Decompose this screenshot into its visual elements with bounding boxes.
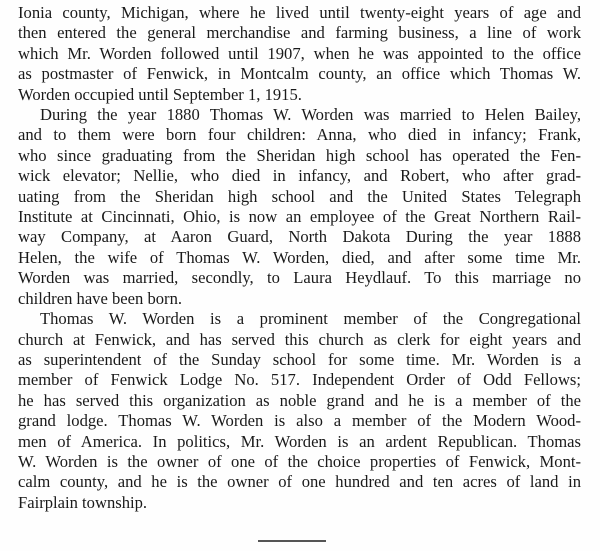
text-line: then entered the general merchandise and farming business, a line of work (18, 23, 581, 43)
text-line: calm county, and he is the owner of one hundred and ten acres of land in (18, 472, 581, 492)
text-line: as superintendent of the Sunday school for some time. Mr. Worden is a (18, 349, 581, 369)
text-line: children have been born. (18, 288, 183, 308)
text-line: he has served this organization as noble grand and he is a member of the (18, 390, 581, 410)
text-line: as postmaster of Fenwick, in Montcalm county, an office which Thomas W. (18, 64, 581, 84)
text-line: church at Fenwick, and has served this church as clerk for eight years and (18, 329, 581, 349)
text-line: wick elevator; Nellie, who died in infancy, and Robert, who after grad- (18, 166, 581, 186)
text-line: way Company, at Aaron Guard, North Dakota During the year 1888 (18, 227, 581, 247)
paragraph-3 (18, 309, 581, 513)
text-line: Worden was married, secondly, to Laura Heydlauf. To this marriage no (18, 268, 581, 288)
text-line: and to them were born four children: Anna, who died in infancy; Frank, (18, 125, 581, 145)
paragraph-1 (18, 3, 581, 105)
text-line: Thomas W. Worden is a prominent member of the Congregational (40, 309, 581, 329)
text-line: uating from the Sheridan high school and the United States Telegraph (18, 186, 581, 206)
text-line: W. Worden is the owner of one of the choice properties of Fenwick, Mont- (18, 451, 581, 471)
text-line: men of America. In politics, Mr. Worden is an ardent Republican. Thomas (18, 431, 581, 451)
text-line: Fairplain township. (18, 492, 148, 512)
paragraph-2 (18, 105, 581, 309)
text-line: During the year 1880 Thomas W. Worden was married to Helen Bailey, (40, 105, 581, 125)
text-line: Ionia county, Michigan, where he lived until twenty-eight years of age and (18, 3, 581, 22)
text-line: Worden occupied until September 1, 1915. (18, 84, 302, 104)
text-line: grand lodge. Thomas W. Worden is also a member of the Modern Wood- (18, 411, 581, 431)
text-line: who since graduating from the Sheridan high school has operated the Fen- (18, 145, 581, 165)
text-line: member of Fenwick Lodge No. 517. Independent Order of Odd Fellows; (18, 370, 581, 390)
text-line: which Mr. Worden followed until 1907, when he was appointed to the office (18, 43, 581, 63)
text-line: Helen, the wife of Thomas W. Worden, died, and after some time Mr. (18, 247, 581, 267)
biography-text (18, 3, 581, 513)
text-line: Institute at Cincinnati, Ohio, is now an employee of the Great Northern Rail- (18, 207, 581, 227)
section-divider-rule (258, 540, 326, 542)
